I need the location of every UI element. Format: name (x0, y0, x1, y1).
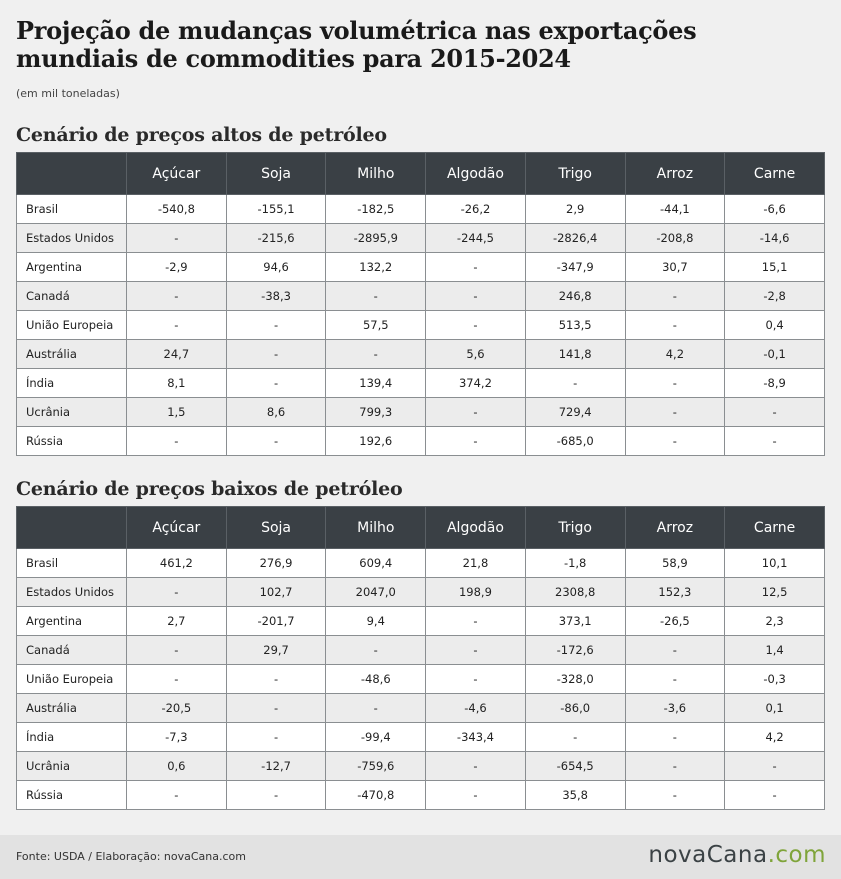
value-cell: -155,1 (226, 195, 326, 224)
logo-com: com (775, 842, 826, 868)
country-label: Argentina (17, 253, 127, 282)
value-cell: - (426, 665, 526, 694)
value-cell: 12,5 (725, 578, 825, 607)
value-cell: 8,1 (127, 369, 227, 398)
logo-dot: . (767, 842, 776, 868)
column-header: Açúcar (127, 153, 227, 195)
value-cell: -99,4 (326, 723, 426, 752)
chart-title: Projeção de mudanças volumétrica nas exportações mundiais de commodities para 2015-2024 (16, 16, 697, 73)
value-cell: -343,4 (426, 723, 526, 752)
table-row (17, 607, 825, 636)
column-header: Soja (226, 507, 326, 549)
value-cell: -38,3 (226, 282, 326, 311)
table-row (17, 549, 825, 578)
value-cell: 0,1 (725, 694, 825, 723)
value-cell: - (625, 636, 725, 665)
value-cell: - (725, 752, 825, 781)
column-header: Trigo (525, 507, 625, 549)
value-cell: - (127, 311, 227, 340)
value-cell: 94,6 (226, 253, 326, 282)
country-label: Brasil (17, 195, 127, 224)
value-cell: 2,9 (525, 195, 625, 224)
footer (0, 835, 841, 879)
value-cell: - (525, 369, 625, 398)
value-cell: 30,7 (625, 253, 725, 282)
value-cell: - (426, 636, 526, 665)
table-row (17, 195, 825, 224)
value-cell: 246,8 (525, 282, 625, 311)
value-cell: -7,3 (127, 723, 227, 752)
table-row (17, 636, 825, 665)
value-cell: - (426, 607, 526, 636)
value-cell: 1,5 (127, 398, 227, 427)
value-cell: 609,4 (326, 549, 426, 578)
table-row (17, 253, 825, 282)
value-cell: 15,1 (725, 253, 825, 282)
value-cell: -2,8 (725, 282, 825, 311)
value-cell: 461,2 (127, 549, 227, 578)
value-cell: -26,2 (426, 195, 526, 224)
value-cell: - (625, 781, 725, 810)
value-cell: 139,4 (326, 369, 426, 398)
table-row (17, 427, 825, 456)
value-cell: - (127, 665, 227, 694)
country-label: Argentina (17, 607, 127, 636)
value-cell: -8,9 (725, 369, 825, 398)
value-cell: - (525, 723, 625, 752)
table-row (17, 369, 825, 398)
value-cell: 192,6 (326, 427, 426, 456)
value-cell: - (625, 311, 725, 340)
value-cell: - (226, 427, 326, 456)
value-cell: 198,9 (426, 578, 526, 607)
value-cell: - (127, 282, 227, 311)
value-cell: - (127, 427, 227, 456)
value-cell: -759,6 (326, 752, 426, 781)
value-cell: -540,8 (127, 195, 227, 224)
value-cell: - (127, 636, 227, 665)
country-label: Estados Unidos (17, 224, 127, 253)
column-header: Milho (326, 507, 426, 549)
value-cell: - (326, 282, 426, 311)
value-cell: 373,1 (525, 607, 625, 636)
value-cell: - (226, 781, 326, 810)
value-cell: - (725, 781, 825, 810)
value-cell: 2308,8 (525, 578, 625, 607)
table-row (17, 282, 825, 311)
table-row (17, 752, 825, 781)
value-cell: -48,6 (326, 665, 426, 694)
novacana-logo[interactable] (648, 842, 826, 868)
value-cell: 2,7 (127, 607, 227, 636)
column-header: Carne (725, 153, 825, 195)
value-cell: - (226, 369, 326, 398)
table-row (17, 723, 825, 752)
value-cell: - (426, 781, 526, 810)
value-cell: -26,5 (625, 607, 725, 636)
value-cell: - (426, 752, 526, 781)
value-cell: - (226, 311, 326, 340)
value-cell: - (226, 340, 326, 369)
country-label: Índia (17, 369, 127, 398)
value-cell: -470,8 (326, 781, 426, 810)
value-cell: 152,3 (625, 578, 725, 607)
low-oil-price-table (16, 506, 825, 810)
value-cell: -208,8 (625, 224, 725, 253)
value-cell: -347,9 (525, 253, 625, 282)
value-cell: - (226, 665, 326, 694)
value-cell: - (426, 427, 526, 456)
value-cell: -0,1 (725, 340, 825, 369)
country-label: Rússia (17, 781, 127, 810)
value-cell: -0,3 (725, 665, 825, 694)
country-label: Ucrânia (17, 752, 127, 781)
column-header: Algodão (426, 507, 526, 549)
low-oil-section-title: Cenário de preços baixos de petróleo (16, 478, 403, 500)
value-cell: 2047,0 (326, 578, 426, 607)
value-cell: -6,6 (725, 195, 825, 224)
value-cell: 9,4 (326, 607, 426, 636)
value-cell: - (127, 781, 227, 810)
value-cell: 8,6 (226, 398, 326, 427)
value-cell: -86,0 (525, 694, 625, 723)
value-cell: -685,0 (525, 427, 625, 456)
value-cell: 132,2 (326, 253, 426, 282)
country-label: Brasil (17, 549, 127, 578)
value-cell: -2,9 (127, 253, 227, 282)
header-row (17, 507, 825, 549)
value-cell: - (426, 253, 526, 282)
value-cell: - (725, 427, 825, 456)
value-cell: 57,5 (326, 311, 426, 340)
value-cell: 141,8 (525, 340, 625, 369)
value-cell: 35,8 (525, 781, 625, 810)
value-cell: -14,6 (725, 224, 825, 253)
high-oil-price-table (16, 152, 825, 456)
value-cell: 276,9 (226, 549, 326, 578)
country-label: Estados Unidos (17, 578, 127, 607)
value-cell: 513,5 (525, 311, 625, 340)
value-cell: - (625, 723, 725, 752)
value-cell: - (326, 340, 426, 369)
logo-main: novaCana (648, 842, 768, 868)
table-row (17, 398, 825, 427)
value-cell: - (426, 398, 526, 427)
value-cell: -654,5 (525, 752, 625, 781)
value-cell: -328,0 (525, 665, 625, 694)
value-cell: 729,4 (525, 398, 625, 427)
value-cell: 5,6 (426, 340, 526, 369)
value-cell: - (625, 427, 725, 456)
value-cell: 1,4 (725, 636, 825, 665)
value-cell: 0,6 (127, 752, 227, 781)
country-label: Ucrânia (17, 398, 127, 427)
value-cell: - (625, 665, 725, 694)
table-row (17, 578, 825, 607)
value-cell: -215,6 (226, 224, 326, 253)
column-header: Açúcar (127, 507, 227, 549)
value-cell: -44,1 (625, 195, 725, 224)
source-note: Fonte: USDA / Elaboração: novaCana.com (16, 850, 246, 863)
value-cell: - (226, 694, 326, 723)
value-cell: 374,2 (426, 369, 526, 398)
value-cell: -182,5 (326, 195, 426, 224)
corner-header-cell (17, 153, 127, 195)
value-cell: 10,1 (725, 549, 825, 578)
column-header: Carne (725, 507, 825, 549)
value-cell: - (127, 578, 227, 607)
value-cell: - (326, 694, 426, 723)
table-row (17, 694, 825, 723)
value-cell: - (326, 636, 426, 665)
country-label: União Europeia (17, 665, 127, 694)
corner-header-cell (17, 507, 127, 549)
country-label: Rússia (17, 427, 127, 456)
country-label: Canadá (17, 282, 127, 311)
value-cell: 29,7 (226, 636, 326, 665)
value-cell: -201,7 (226, 607, 326, 636)
value-cell: 58,9 (625, 549, 725, 578)
table-row (17, 224, 825, 253)
value-cell: - (625, 369, 725, 398)
chart-subtitle: (em mil toneladas) (16, 87, 120, 100)
value-cell: 24,7 (127, 340, 227, 369)
value-cell: 102,7 (226, 578, 326, 607)
value-cell: -20,5 (127, 694, 227, 723)
value-cell: - (625, 398, 725, 427)
value-cell: -172,6 (525, 636, 625, 665)
table-row (17, 340, 825, 369)
column-header: Trigo (525, 153, 625, 195)
value-cell: - (426, 282, 526, 311)
value-cell: 4,2 (625, 340, 725, 369)
country-label: Austrália (17, 694, 127, 723)
value-cell: - (127, 224, 227, 253)
header-row (17, 153, 825, 195)
country-label: Canadá (17, 636, 127, 665)
value-cell: 21,8 (426, 549, 526, 578)
value-cell: - (625, 752, 725, 781)
table-row (17, 781, 825, 810)
column-header: Arroz (625, 507, 725, 549)
country-label: Índia (17, 723, 127, 752)
value-cell: 2,3 (725, 607, 825, 636)
value-cell: 0,4 (725, 311, 825, 340)
table-row (17, 311, 825, 340)
country-label: União Europeia (17, 311, 127, 340)
value-cell: - (625, 282, 725, 311)
column-header: Arroz (625, 153, 725, 195)
column-header: Milho (326, 153, 426, 195)
value-cell: 4,2 (725, 723, 825, 752)
high-oil-section-title: Cenário de preços altos de petróleo (16, 124, 387, 146)
country-label: Austrália (17, 340, 127, 369)
value-cell: -244,5 (426, 224, 526, 253)
table-row (17, 665, 825, 694)
value-cell: 799,3 (326, 398, 426, 427)
value-cell: -3,6 (625, 694, 725, 723)
value-cell: - (725, 398, 825, 427)
value-cell: -12,7 (226, 752, 326, 781)
column-header: Algodão (426, 153, 526, 195)
value-cell: - (426, 311, 526, 340)
value-cell: -4,6 (426, 694, 526, 723)
value-cell: -2826,4 (525, 224, 625, 253)
value-cell: -1,8 (525, 549, 625, 578)
column-header: Soja (226, 153, 326, 195)
value-cell: -2895,9 (326, 224, 426, 253)
value-cell: - (226, 723, 326, 752)
